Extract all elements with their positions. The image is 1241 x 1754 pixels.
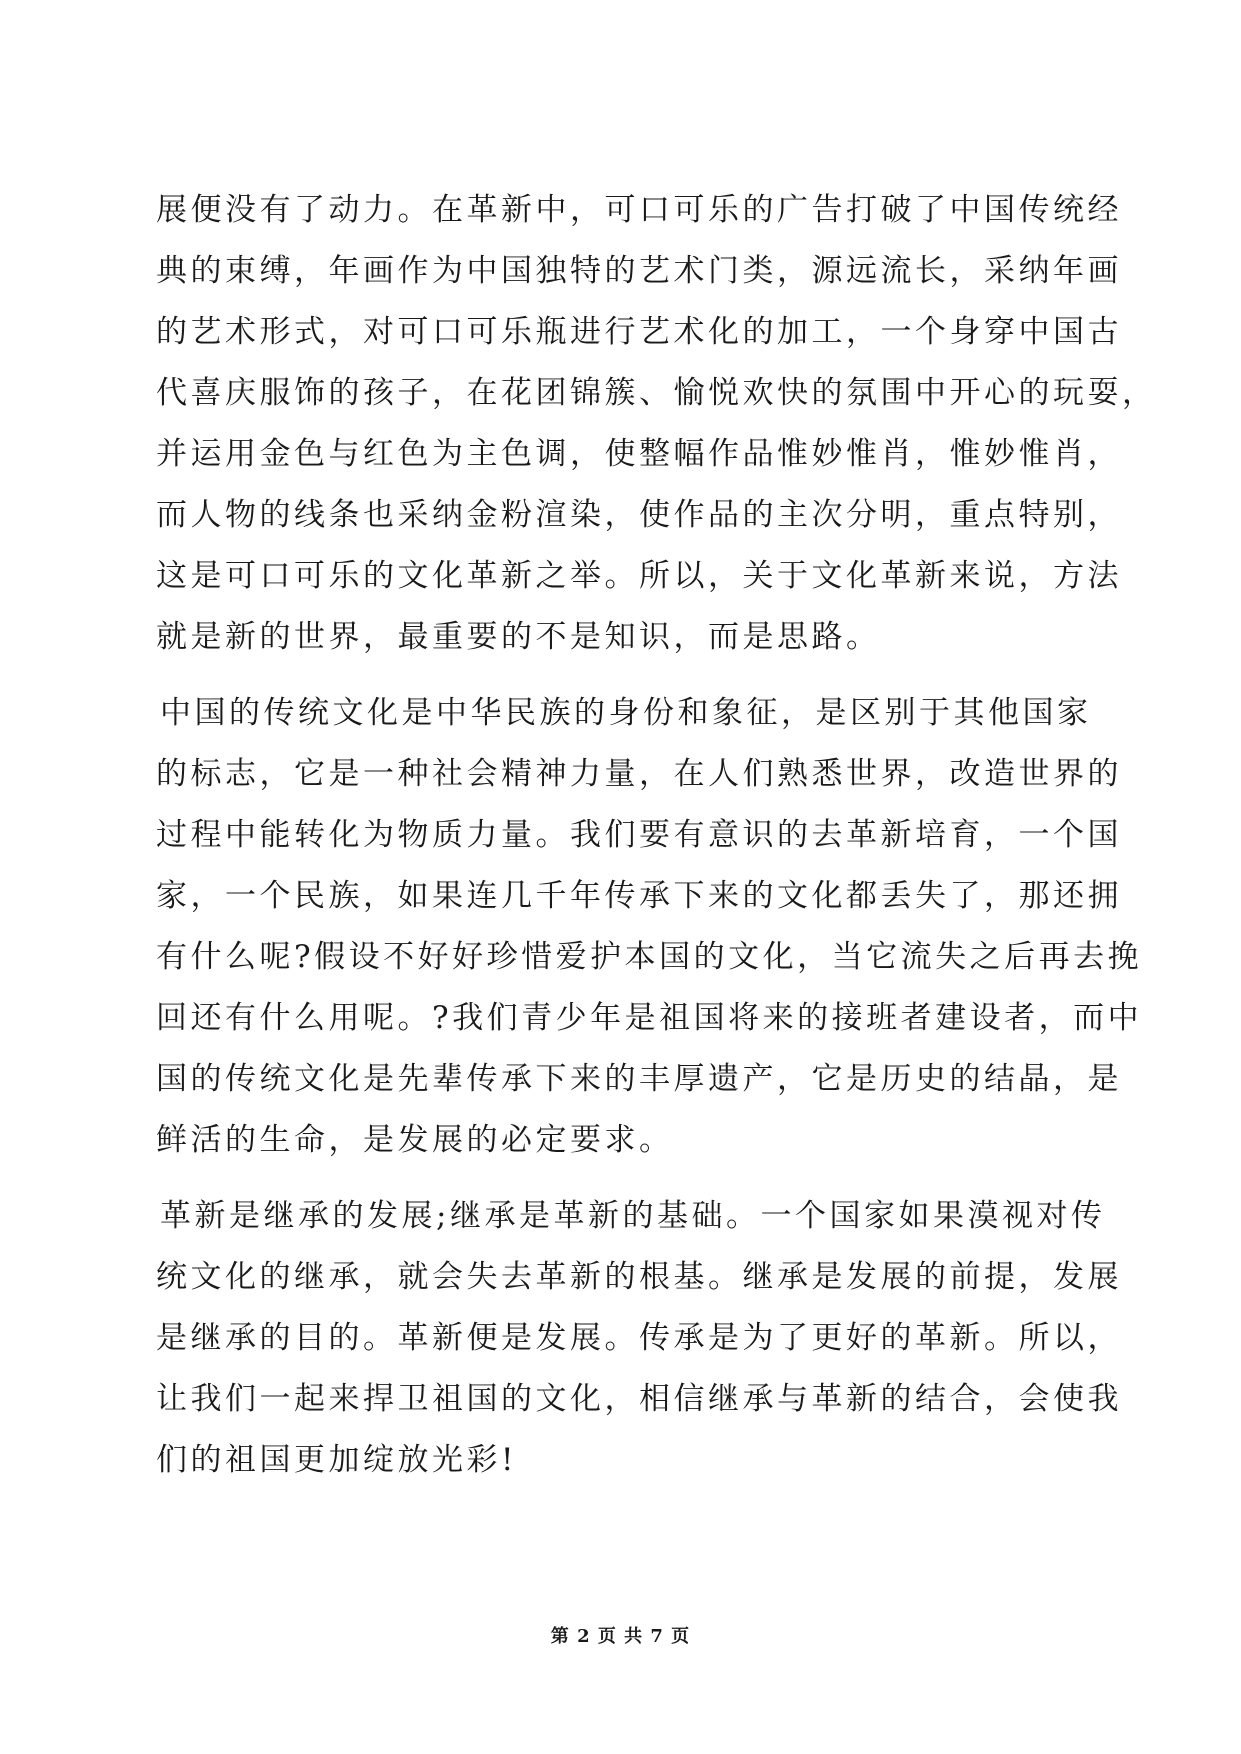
text-line: 的标志，它是一种社会精神力量，在人们熟悉世界，改造世界的 (156, 756, 1122, 792)
text-line: 们的祖国更加绽放光彩! (156, 1442, 517, 1478)
paragraph-spacer (156, 668, 1101, 683)
text-line: 国的传统文化是先辈传承下来的丰厚遗产，它是历史的结晶，是 (156, 1061, 1122, 1097)
paragraph (156, 180, 1157, 668)
document-body (156, 180, 1157, 1491)
text-line: 而人物的线条也采纳金粉渲染，使作品的主次分明，重点特别， (156, 497, 1122, 533)
page-number-footer: 第 2 页 共 7 页 (550, 1626, 691, 1647)
text-line: 典的束缚，年画作为中国独特的艺术门类，源远流长，采纳年画 (156, 253, 1122, 289)
paragraph-spacer (156, 1171, 1101, 1186)
text-line: 展便没有了动力。在革新中，可口可乐的广告打破了中国传统经 (156, 192, 1122, 228)
paragraph (156, 1186, 1122, 1491)
text-line: 并运用金色与红色为主色调，使整幅作品惟妙惟肖，惟妙惟肖， (156, 436, 1122, 472)
text-line: 中国的传统文化是中华民族的身份和象征，是区别于其他国家 (160, 695, 1092, 731)
text-line: 回还有什么用呢。?我们青少年是祖国将来的接班者建设者，而中 (156, 1000, 1143, 1036)
text-line: 就是新的世界，最重要的不是知识，而是思路。 (156, 619, 881, 655)
text-line: 家，一个民族，如果连几千年传承下来的文化都丢失了，那还拥 (156, 878, 1122, 914)
text-line: 代喜庆服饰的孩子，在花团锦簇、愉悦欢快的氛围中开心的玩耍， (156, 375, 1157, 411)
paragraph (156, 683, 1143, 1171)
text-line: 有什么呢?假设不好好珍惜爱护本国的文化，当它流失之后再去挽 (156, 939, 1143, 975)
text-line: 统文化的继承，就会失去革新的根基。继承是发展的前提，发展 (156, 1259, 1122, 1295)
text-line: 过程中能转化为物质力量。我们要有意识的去革新培育，一个国 (156, 817, 1122, 853)
text-line: 是继承的目的。革新便是发展。传承是为了更好的革新。所以， (156, 1320, 1122, 1356)
text-line: 的艺术形式，对可口可乐瓶进行艺术化的加工，一个身穿中国古 (156, 314, 1122, 350)
text-line: 让我们一起来捍卫祖国的文化，相信继承与革新的结合，会使我 (156, 1381, 1122, 1417)
text-line: 鲜活的生命，是发展的必定要求。 (156, 1122, 674, 1158)
text-line: 这是可口可乐的文化革新之举。所以，关于文化革新来说，方法 (156, 558, 1122, 594)
text-line: 革新是继承的发展;继承是革新的基础。一个国家如果漠视对传 (160, 1198, 1106, 1234)
